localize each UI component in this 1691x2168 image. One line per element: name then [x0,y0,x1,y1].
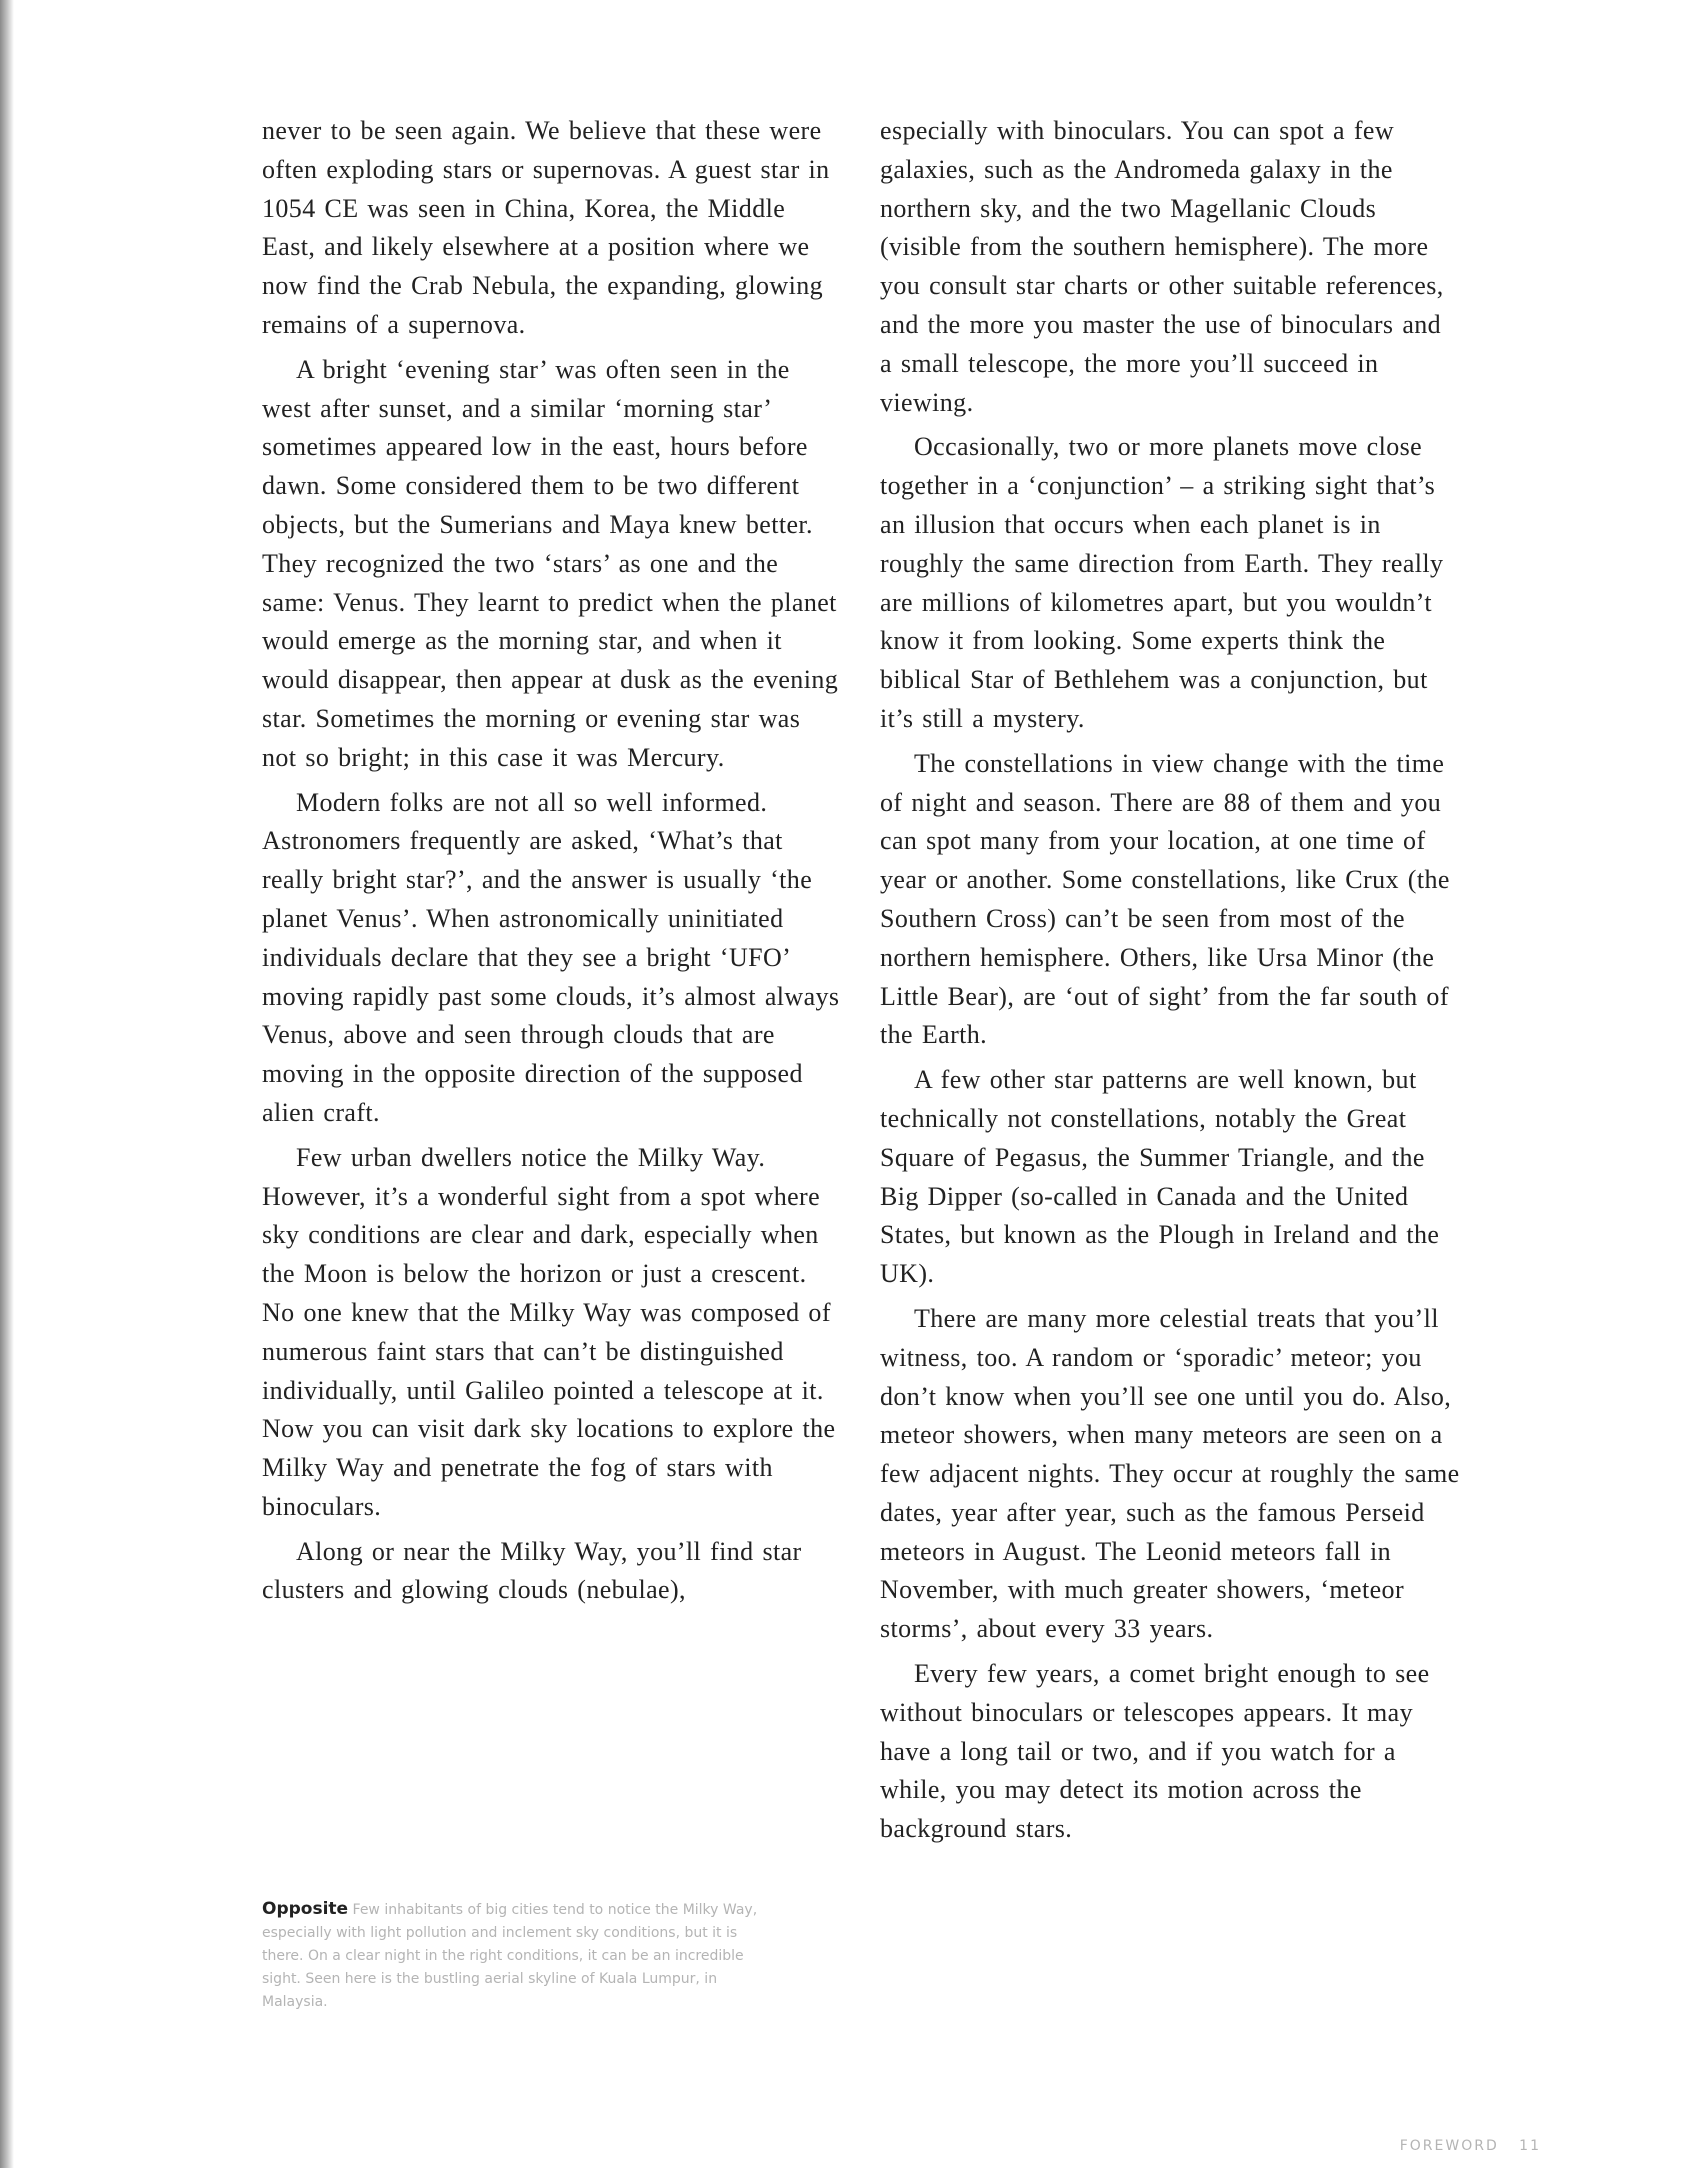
caption-text: Few inhabitants of big cities tend to notice the Milky Way, especially with light pollution and inclement sky conditions, but it is there. On a clear night in the right conditions, it can be an incredible sight. Seen here is the bustling aerial skyline of Kuala Lumpur, in Malaysia. [262,1902,758,2010]
paragraph: A bright ‘evening star’ was often seen in the west after sunset, and a similar ‘morning star’ sometimes appeared low in the east, hours before dawn. Some considered them to be two different objects, but the Sumerians and Maya knew better. They recognized the two ‘stars’ as one and the same: Venus. They learnt to predict when the planet would emerge as the morning star, and when it would disappear, then appear at dusk as the evening star. Sometimes the morning or evening star was not so bright; in this case it was Mercury. [262,354,839,772]
page-footer [1386,2138,1541,2154]
paragraph: There are many more celestial treats that you’ll witness, too. A random or ‘sporadic’ meteor; you don’t know when you’ll see one until you do. Also, meteor showers, when many meteors are seen on a few adjacent nights. They occur at roughly the same dates, year after year, such as the famous Perseid meteors in August. The Leonid meteors fall in November, with much greater showers, ‘meteor storms’, about every 33 years. [880,1303,1460,1644]
paragraph: Modern folks are not all so well informed. Astronomers frequently are asked, ‘What’s that really bright star?’, and the answer is usually ‘the planet Venus’. When astronomically uninitiated individuals declare that they see a bright ‘UFO’ moving rapidly past some clouds, it’s almost always Venus, above and seen through clouds that are moving in the opposite direction of the supposed alien craft. [262,787,840,1127]
paragraph: especially with binoculars. You can spot a few galaxies, such as the Andromeda galaxy in the northern sky, and the two Magellanic Clouds (visible from the southern hemisphere). The more you consult star charts or other suitable references, and the more you master the use of binoculars and a small telescope, the more you’ll succeed in viewing. [880,116,1444,417]
paragraph: The constellations in view change with the time of night and season. There are 88 of them and you can spot many from your location, at one time of year or another. Some constellations, like Crux (the Southern Cross) can’t be seen from most of the northern hemisphere. Others, like Ursa Minor (the Little Bear), are ‘out of sight’ from the far south of the Earth. [880,748,1450,1050]
caption-label: Opposite [262,1899,349,1919]
left-text-column [262,112,842,1616]
paragraph: Every few years, a comet bright enough to see without binoculars or telescopes appears. It may have a long tail or two, and if you watch for a while, you may detect its motion across the background stars. [880,1659,1430,1844]
running-section-title: FOREWORD [1399,2138,1499,2154]
paragraph: Few urban dwellers notice the Milky Way. However, it’s a wonderful sight from a spot where sky conditions are clear and dark, especially when the Moon is below the horizon or just a crescent. No one knew that the Milky Way was composed of numerous faint stars that can’t be distinguished individually, until Galileo pointed a telescope at it. Now you can visit dark sky locations to explore the Milky Way and penetrate the fog of stars with binoculars. [262,1142,836,1521]
page-binding-shadow [0,0,14,2168]
page-number: 11 [1519,2138,1541,2154]
photo-caption [262,1898,782,2014]
right-text-column [880,112,1460,1855]
paragraph: A few other star patterns are well known, but technically not constellations, notably the Great Square of Pegasus, the Summer Triangle, and the Big Dipper (so-called in Canada and the United States, but known as the Plough in Ireland and the UK). [880,1065,1440,1289]
paragraph: never to be seen again. We believe that these were often exploding stars or supernovas. A guest star in 1054 CE was seen in China, Korea, the Middle East, and likely elsewhere at a position where we now find the Crab Nebula, the expanding, glowing remains of a supernova. [262,116,830,339]
paragraph: Occasionally, two or more planets move close together in a ‘conjunction’ – a striking sight that’s an illusion that occurs when each planet is in roughly the same direction from Earth. They really are millions of kilometres apart, but you wouldn’t know it from looking. Some experts think the biblical Star of Bethlehem was a conjunction, but it’s still a mystery. [880,432,1444,733]
paragraph: Along or near the Milky Way, you’ll find star clusters and glowing clouds (nebulae), [262,1536,802,1605]
